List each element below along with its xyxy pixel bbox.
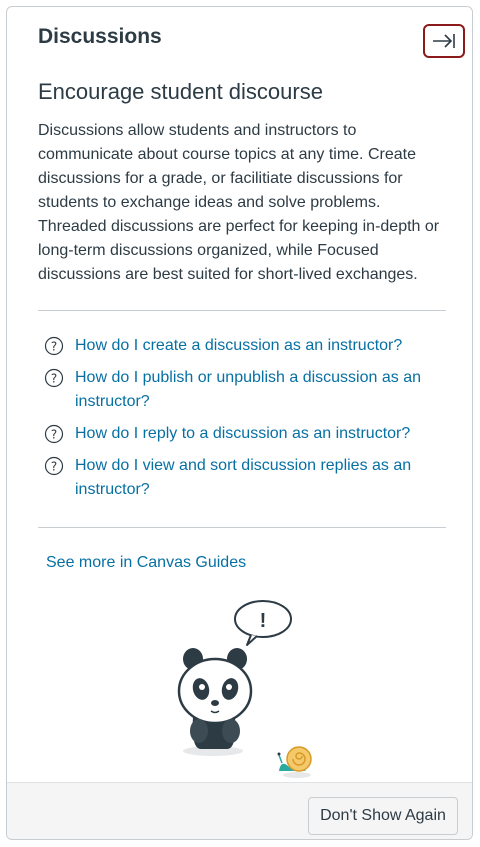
collapse-right-icon [432, 33, 456, 49]
tray-footer [7, 782, 472, 840]
svg-text:?: ? [50, 339, 58, 354]
guide-link-item [44, 366, 444, 414]
guide-links [44, 334, 444, 510]
bubble-exclamation: ! [259, 610, 267, 632]
svg-text:?: ? [50, 371, 58, 386]
snail-icon [278, 747, 312, 778]
divider [38, 527, 446, 528]
close-tray-button[interactable] [423, 24, 465, 58]
guide-link-reply-discussion[interactable]: How do I reply to a discussion as an instructor? [75, 425, 411, 442]
question-circle-icon [44, 456, 64, 476]
section-heading: Encourage student discourse [38, 79, 323, 104]
question-circle-icon [44, 424, 64, 444]
dont-show-again-button[interactable]: Don't Show Again [308, 797, 458, 835]
guide-link-publish-discussion[interactable]: How do I publish or unpublish a discussion as an instructor? [75, 369, 421, 410]
see-more-canvas-guides-link[interactable]: See more in Canvas Guides [46, 554, 247, 571]
guide-link-item [44, 422, 444, 446]
tray-title: Discussions [38, 25, 162, 48]
divider [38, 310, 446, 311]
panda-illustration [157, 599, 337, 779]
panda-icon [179, 648, 251, 749]
svg-text:?: ? [50, 459, 58, 474]
question-circle-icon [44, 368, 64, 388]
question-circle-icon [44, 336, 64, 356]
guide-link-create-discussion[interactable]: How do I create a discussion as an instructor? [75, 337, 403, 354]
svg-text:?: ? [50, 427, 58, 442]
discussions-tray [6, 6, 473, 840]
speech-bubble-icon [235, 601, 291, 645]
guide-link-view-replies[interactable]: How do I view and sort discussion replies as an instructor? [75, 457, 412, 498]
intro-text: Discussions allow students and instructors to communicate about course topics at any time. Create discussions for a grade, or facilitiate discussions for students to exchange ideas and solve problems. Threaded discussions are perfect for keeping in-depth or long-term discussions organized, while Focused discussions are best suited for short-lived exchanges. [38, 122, 440, 283]
guide-link-item [44, 334, 444, 358]
guide-link-item [44, 454, 444, 502]
